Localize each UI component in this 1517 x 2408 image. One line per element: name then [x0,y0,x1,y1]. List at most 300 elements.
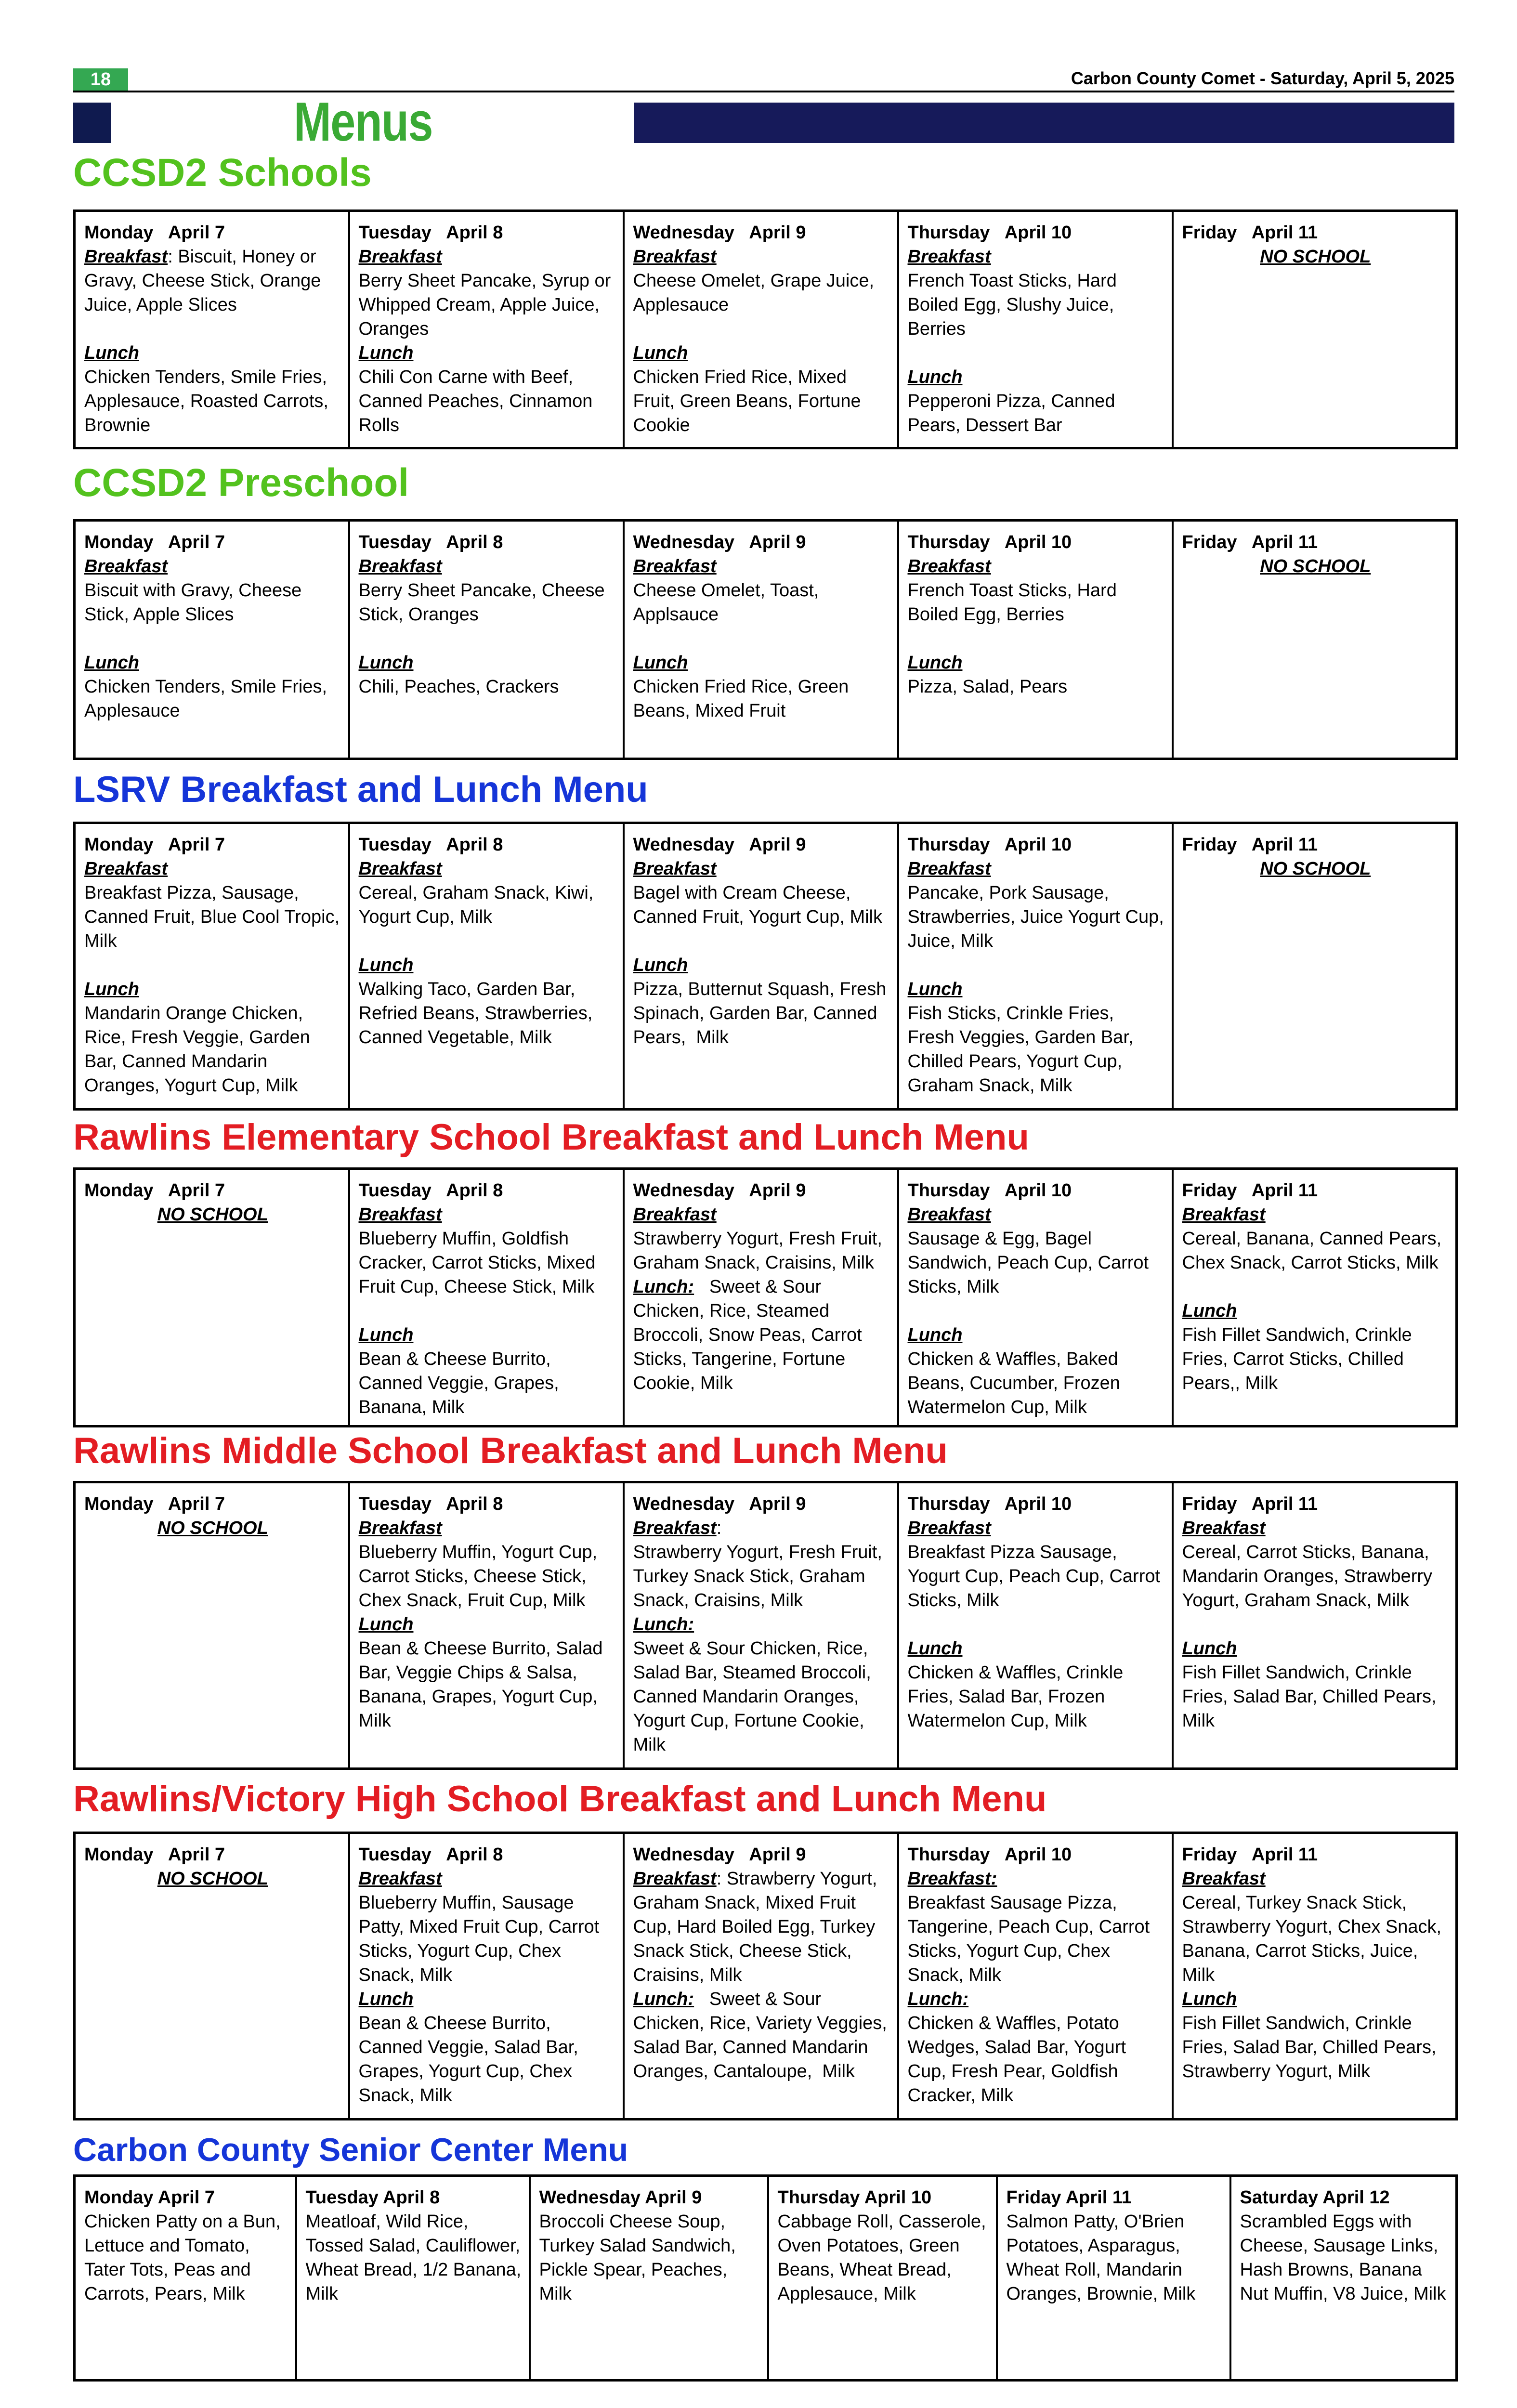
menu-line [908,1636,1165,1661]
spacer [84,317,341,341]
menu-items: Bagel with Cream Cheese, Canned Fruit, Yogurt Cup, Milk [633,883,882,927]
day-date: April 10 [1004,222,1072,243]
day-header [633,1178,890,1203]
menu-line [908,1227,1165,1299]
day-name: Wednesday [633,1494,734,1514]
menu-line [359,881,616,929]
day-name: Thursday [907,835,990,855]
menu-line [359,1227,616,1299]
day-header [359,1492,616,1516]
day-cell [624,823,898,1110]
day-header [84,1178,341,1203]
spacer [633,929,890,953]
menu-items: Walking Taco, Garden Bar, Refried Beans, Strawberries, Canned Vegetable, Milk [358,979,598,1047]
menu-table-rawlins-victory-high [73,1832,1458,2120]
menu-line [359,365,616,437]
meal-label: Lunch [633,955,688,975]
menu-table-rawlins-elementary [73,1167,1458,1427]
day-header [633,1492,890,1516]
menu-items: Strawberry Yogurt, Fresh Fruit, Turkey Snack Stick, Graham Snack, Craisins, Milk [633,1542,887,1610]
menu-line [633,1516,890,1540]
day-name: Tuesday [358,835,432,855]
day-date: April 11 [1251,222,1318,243]
menu-line [84,675,341,723]
meal-label: Lunch [84,979,139,999]
menu-line [633,675,890,723]
day-date: April 7 [157,2187,215,2208]
menu-line [84,341,341,365]
meal-label: Breakfast [633,1518,717,1538]
day-name: Thursday [907,1845,990,1865]
meal-label: Breakfast [633,247,717,267]
menu-items: Fish Sticks, Crinkle Fries, Fresh Veggies, Garden Bar, Chilled Pears, Yogurt Cup, Graham Snack, Milk [907,1003,1138,1096]
meal-label: Lunch [358,1325,414,1345]
meal-label: Lunch [358,343,414,363]
menu-items: Breakfast Pizza, Sausage, Canned Fruit, Blue Cool Tropic, Milk [84,883,345,951]
menu-line [1182,1203,1449,1227]
day-date: April 10 [1004,1494,1072,1514]
meal-label: Breakfast [358,247,442,267]
day-header [1240,2186,1449,2210]
day-cell [349,1169,624,1426]
menu-line [908,857,1165,881]
menu-items: Berry Sheet Pancake, Cheese Stick, Oranges [358,580,610,625]
day-cell [75,823,349,1110]
menu-line [908,1987,1165,2011]
menu-line [84,1001,341,1098]
menu-line [633,1987,890,2083]
menu-items: Cabbage Roll, Casserole, Oven Potatoes, Green Beans, Wheat Bread, Applesauce, Milk [777,2212,986,2304]
day-header [633,530,890,554]
menu-line [633,578,890,627]
day-header [1182,1843,1449,1867]
menu-line [633,1540,890,1612]
day-date: April 9 [749,532,806,552]
no-school-label: NO SCHOOL [1260,859,1371,879]
meal-label: Lunch [907,979,963,999]
menu-items: Broccoli Cheese Soup, Turkey Salad Sandwich, Pickle Spear, Peaches, Milk [539,2212,736,2304]
day-date: April 7 [168,1845,225,1865]
day-header [908,833,1165,857]
menu-items: Cereal, Graham Snack, Kiwi, Yogurt Cup, Milk [358,883,599,927]
day-name: Friday [1182,222,1237,243]
menu-line [1182,1636,1449,1661]
menu-items: Bean & Cheese Burrito, Canned Veggie, Grapes, Banana, Milk [358,1349,564,1417]
menu-line [84,881,345,953]
publication-dateline: Carbon County Comet - Saturday, April 5, 2025 [1071,68,1454,88]
day-date: April 7 [168,222,225,243]
day-date: April 9 [645,2187,702,2208]
menu-items: Fish Fillet Sandwich, Crinkle Fries, Salad Bar, Chilled Pears, Strawberry Yogurt, Milk [1182,2013,1442,2081]
meal-label: Breakfast [84,859,168,879]
menu-line [908,675,1165,699]
menu-items: Biscuit with Gravy, Cheese Stick, Apple Slices [84,580,307,625]
meal-label: Lunch [84,343,139,363]
menu-items: French Toast Sticks, Hard Boiled Egg, Slushy Juice, Berries [907,271,1122,339]
day-name: Tuesday [358,532,432,552]
meal-label: Lunch [907,653,963,673]
menu-line [633,1203,890,1227]
menu-line [908,1001,1165,1098]
no-school-label: NO SCHOOL [157,1518,268,1538]
day-cell [624,1833,898,2120]
day-date: April 11 [1251,532,1318,552]
menu-line [359,578,616,627]
menu-items: Chicken & Waffles, Potato Wedges, Salad Bar, Yogurt Cup, Fresh Pear, Goldfish Cracker, Milk [907,2013,1131,2106]
section-title-lsrv: LSRV Breakfast and Lunch Menu [73,769,648,810]
day-date: April 8 [446,1494,503,1514]
day-date: April 8 [446,1845,503,1865]
day-cell [75,1482,349,1769]
no-school-label: NO SCHOOL [1260,556,1371,576]
menu-line [1182,1516,1449,1540]
meal-label: Breakfast [633,859,717,879]
spacer [1182,1612,1449,1636]
menu-items: Breakfast Pizza Sausage, Yogurt Cup, Peach Cup, Carrot Sticks, Milk [907,1542,1165,1610]
menu-line [633,365,890,437]
senior-day-cell [1230,2176,1457,2381]
day-name: Tuesday [358,1845,432,1865]
meal-label: Breakfast [358,556,442,576]
menu-items: Berry Sheet Pancake, Syrup or Whipped Cream, Apple Juice, Oranges [358,271,616,339]
day-date: April 12 [1322,2187,1390,2208]
day-cell [624,1482,898,1769]
day-header [1182,833,1449,857]
day-cell [898,211,1173,448]
day-name: Thursday [907,1180,990,1201]
meal-label: Breakfast [358,1869,442,1889]
menu-line [359,269,616,341]
day-name: Thursday [907,532,990,552]
day-name: Monday [84,2187,154,2208]
day-name: Friday [1182,532,1237,552]
day-name: Tuesday [358,222,432,243]
meal-label: Breakfast [907,247,991,267]
menu-items: Pizza, Butternut Squash, Fresh Spinach, Garden Bar, Canned Pears, Milk [633,979,891,1047]
menu-line [633,245,890,269]
menu-line [908,1867,1165,1891]
section-title-ccsd2-schools: CCSD2 Schools [73,151,372,195]
spacer [359,1299,616,1323]
menu-line [1182,1227,1449,1275]
day-name: Monday [84,532,154,552]
meal-label: Lunch: [907,1989,969,2009]
day-cell [75,211,349,448]
menu-line [1182,1661,1449,1733]
menu-items: Sweet & Sour Chicken, Rice, Steamed Broccoli, Snow Peas, Carrot Sticks, Tangerine, Fortune Cookie, Milk [633,1277,867,1393]
menu-line [84,365,341,437]
day-name: Monday [84,1845,154,1865]
menu-line [359,977,616,1049]
menu-line [1182,1323,1449,1395]
menu-line [633,1612,890,1636]
day-date: April 10 [1004,1845,1072,1865]
menu-items: Meatloaf, Wild Rice, Tossed Salad, Cauliflower, Wheat Bread, 1/2 Banana, Milk [305,2212,522,2304]
menu-line [359,1516,616,1540]
day-header [84,1492,341,1516]
day-header [306,2186,522,2210]
menu-line [1182,1987,1449,2011]
day-cell [898,521,1173,759]
section-title-rawlins-middle: Rawlins Middle School Breakfast and Lunch Menu [73,1430,948,1471]
menu-line [633,953,890,977]
meal-label: Breakfast [907,1204,991,1225]
menu-line [84,857,341,881]
section-title-senior-center: Carbon County Senior Center Menu [73,2132,628,2168]
day-header [359,221,616,245]
menu-items: Chicken Tenders, Smile Fries, Applesauce, Roasted Carrots, Brownie [84,367,334,435]
meal-label: Lunch: [633,1989,694,2009]
menu-items: Sweet & Sour Chicken, Rice, Variety Veggies, Salad Bar, Canned Mandarin Oranges, Cantaloupe, Milk [633,1989,892,2081]
menu-line [633,269,890,317]
menu-items: Blueberry Muffin, Yogurt Cup, Carrot Sticks, Cheese Stick, Chex Snack, Fruit Cup, Milk [358,1542,602,1610]
day-cell [1173,521,1457,759]
menu-line [359,245,616,269]
day-header [84,1843,341,1867]
menu-line [1182,1891,1449,1987]
menu-items: Sausage & Egg, Bagel Sandwich, Peach Cup, Carrot Sticks, Milk [907,1229,1154,1297]
spacer [908,953,1165,977]
meal-label: Lunch [633,343,688,363]
menu-line [633,1227,890,1275]
menu-items: Chicken Fried Rice, Mixed Fruit, Green Beans, Fortune Cookie [633,367,866,435]
meal-label: Breakfast [84,556,168,576]
menu-line [359,2011,616,2107]
meal-label: Lunch [84,653,139,673]
menu-line [359,651,616,675]
day-date: April 9 [749,1845,806,1865]
menu-items: Chicken & Waffles, Crinkle Fries, Salad Bar, Frozen Watermelon Cup, Milk [907,1662,1128,1731]
menu-line [359,1347,616,1419]
day-name: Friday [1182,1494,1237,1514]
senior-day-cell [768,2176,997,2381]
menu-table-ccsd2-preschool [73,519,1458,760]
section-title-rawlins-elementary: Rawlins Elementary School Breakfast and Lunch Menu [73,1117,1029,1158]
day-header [359,530,616,554]
day-cell [898,823,1173,1110]
menu-line [84,578,341,627]
no-school-label: NO SCHOOL [157,1204,268,1225]
menu-items: Chicken Tenders, Smile Fries, Applesauce [84,677,331,721]
spacer [84,627,341,651]
menu-line [359,1323,616,1347]
day-header [908,1178,1165,1203]
menu-line [908,245,1165,269]
menu-items: Blueberry Muffin, Sausage Patty, Mixed Fruit Cup, Carrot Sticks, Yogurt Cup, Chex Snack, Milk [358,1893,604,1985]
day-header [84,833,341,857]
senior-day-cell [997,2176,1230,2381]
menu-items: Cheese Omelet, Grape Juice, Applesauce [633,271,878,315]
menu-line [908,1540,1165,1612]
day-date: April 11 [1251,1845,1318,1865]
header-rule [73,91,1454,92]
menu-items: Chicken & Waffles, Baked Beans, Cucumber, Frozen Watermelon Cup, Milk [907,1349,1125,1417]
meal-label: Breakfast [633,1204,717,1225]
menu-line [633,651,890,675]
day-name: Wednesday [633,1845,734,1865]
menu-line [359,1891,616,1987]
day-cell [1173,1833,1457,2120]
menu-line [908,554,1165,578]
meal-label: Lunch: [633,1277,694,1297]
meal-label: Lunch [633,653,688,673]
menu-line [359,1987,616,2011]
day-name: Tuesday [358,1180,432,1201]
day-cell [1173,823,1457,1110]
day-date: April 11 [1251,1494,1318,1514]
menu-line [908,1323,1165,1347]
day-date: April 8 [446,835,503,855]
section-title-ccsd2-preschool: CCSD2 Preschool [73,461,409,505]
menu-items: Cereal, Banana, Canned Pears, Chex Snack, Carrot Sticks, Milk [1182,1229,1447,1273]
day-header [633,833,890,857]
day-header [778,2186,989,2210]
day-date: April 10 [1004,532,1072,552]
day-name: Friday [1182,835,1237,855]
menu-line [908,1661,1165,1733]
spacer [359,627,616,651]
day-cell [1173,211,1457,448]
meal-label: Lunch [358,1614,414,1635]
senior-day-cell [530,2176,768,2381]
day-date: April 8 [446,1180,503,1201]
menu-line [359,341,616,365]
day-cell [624,521,898,759]
section-title-rawlins-victory-high: Rawlins/Victory High School Breakfast and Lunch Menu [73,1779,1047,1819]
menu-line [1182,1867,1449,1891]
day-name: Saturday [1240,2187,1319,2208]
day-header [908,530,1165,554]
no-school-label: NO SCHOOL [157,1869,268,1889]
meal-label: Lunch [1182,1301,1237,1321]
menu-line [84,554,341,578]
day-name: Monday [84,1494,154,1514]
day-name: Wednesday [633,532,734,552]
day-cell [898,1482,1173,1769]
day-header [908,1492,1165,1516]
meal-label: Lunch [907,367,963,387]
menu-items: Cereal, Turkey Snack Stick, Strawberry Yogurt, Chex Snack, Banana, Carrot Sticks, Juice, Milk [1182,1893,1447,1985]
day-name: Tuesday [358,1494,432,1514]
menu-line [908,2011,1165,2107]
spacer [633,627,890,651]
day-header [84,530,341,554]
menu-items: Pepperoni Pizza, Canned Pears, Dessert Bar [907,391,1121,435]
spacer [84,953,341,977]
day-date: April 10 [864,2187,932,2208]
day-cell [75,1169,349,1426]
meal-label: Lunch [1182,1989,1237,2009]
header-navy-bar [634,103,1454,143]
day-header [1007,2186,1223,2210]
day-header [908,221,1165,245]
menu-items: Chili Con Carne with Beef, Canned Peaches, Cinnamon Rolls [358,367,598,435]
spacer [908,1299,1165,1323]
menu-items: Fish Fillet Sandwich, Crinkle Fries, Salad Bar, Chilled Pears, Milk [1182,1662,1442,1731]
day-name: Tuesday [305,2187,379,2208]
no-school-label: NO SCHOOL [1260,247,1371,267]
day-date: April 9 [749,1494,806,1514]
meal-label: Lunch [907,1325,963,1345]
senior-day-cell [296,2176,530,2381]
menu-items: Chicken Fried Rice, Green Beans, Mixed Fruit [633,677,854,721]
menu-items: Scrambled Eggs with Cheese, Sausage Links, Hash Browns, Banana Nut Muffin, V8 Juice, Milk [1240,2212,1446,2304]
day-name: Wednesday [633,1180,734,1201]
day-date: April 10 [1004,835,1072,855]
menu-line [908,1516,1165,1540]
day-cell [898,1833,1173,2120]
day-name: Thursday [777,2187,860,2208]
menu-line [1182,1299,1449,1323]
day-header [1182,530,1449,554]
menu-items: Salmon Patty, O'Brien Potatoes, Asparagus, Wheat Roll, Mandarin Oranges, Brownie, Milk [1006,2212,1196,2304]
day-date: April 9 [749,1180,806,1201]
menu-items: Blueberry Muffin, Goldfish Cracker, Carrot Sticks, Mixed Fruit Cup, Cheese Stick, Milk [358,1229,601,1297]
meal-label: Lunch [1182,1638,1237,1659]
day-header [1182,1178,1449,1203]
day-date: April 7 [168,835,225,855]
menu-line [907,881,1169,953]
menu-line [908,1347,1165,1419]
day-date: April 7 [168,1180,225,1201]
meal-label: Breakfast [1182,1869,1266,1889]
menu-table-rawlins-middle [73,1481,1458,1770]
menu-line [1182,1540,1449,1612]
menu-items: Mandarin Orange Chicken, Rice, Fresh Veggie, Garden Bar, Canned Mandarin Oranges, Yogurt Cup, Milk [84,1003,315,1096]
day-cell [349,823,624,1110]
day-header [1182,221,1449,245]
menu-items: Pancake, Pork Sausage, Strawberries, Juice Yogurt Cup, Juice, Milk [907,883,1169,951]
day-name: Friday [1182,1845,1237,1865]
meal-label: Breakfast [358,1204,442,1225]
menu-line [84,245,341,317]
menu-line [359,1867,616,1891]
meal-label: Breakfast [633,1869,717,1889]
menu-line [633,1867,890,1987]
day-cell [349,1833,624,2120]
page-title: Menus [294,92,432,153]
menu-line [359,1540,616,1612]
spacer [1182,1275,1449,1299]
header-navy-block [73,103,111,143]
day-header [1182,1492,1449,1516]
meal-label: Breakfast [1182,1518,1266,1538]
menu-items: Strawberry Yogurt, Fresh Fruit, Graham Snack, Craisins, Milk [633,1229,888,1273]
day-cell [349,211,624,448]
meal-label: Breakfast: [907,1869,997,1889]
day-date: April 9 [749,835,806,855]
day-date: April 8 [446,532,503,552]
day-header [359,833,616,857]
menu-line [359,1612,616,1636]
menu-line [359,554,616,578]
meal-label: Breakfast [358,1518,442,1538]
menu-items: : [716,1518,722,1538]
day-date: April 10 [1004,1180,1072,1201]
day-date: April 7 [168,1494,225,1514]
menu-line [908,365,1165,389]
menu-line [359,857,616,881]
day-header [84,221,341,245]
day-name: Wednesday [539,2187,641,2208]
day-cell [1173,1482,1457,1769]
menu-line [359,675,616,699]
menu-line [908,269,1165,341]
day-date: April 11 [1251,1180,1318,1201]
day-header [633,1843,890,1867]
meal-label: Lunch [907,1638,963,1659]
day-header [633,221,890,245]
